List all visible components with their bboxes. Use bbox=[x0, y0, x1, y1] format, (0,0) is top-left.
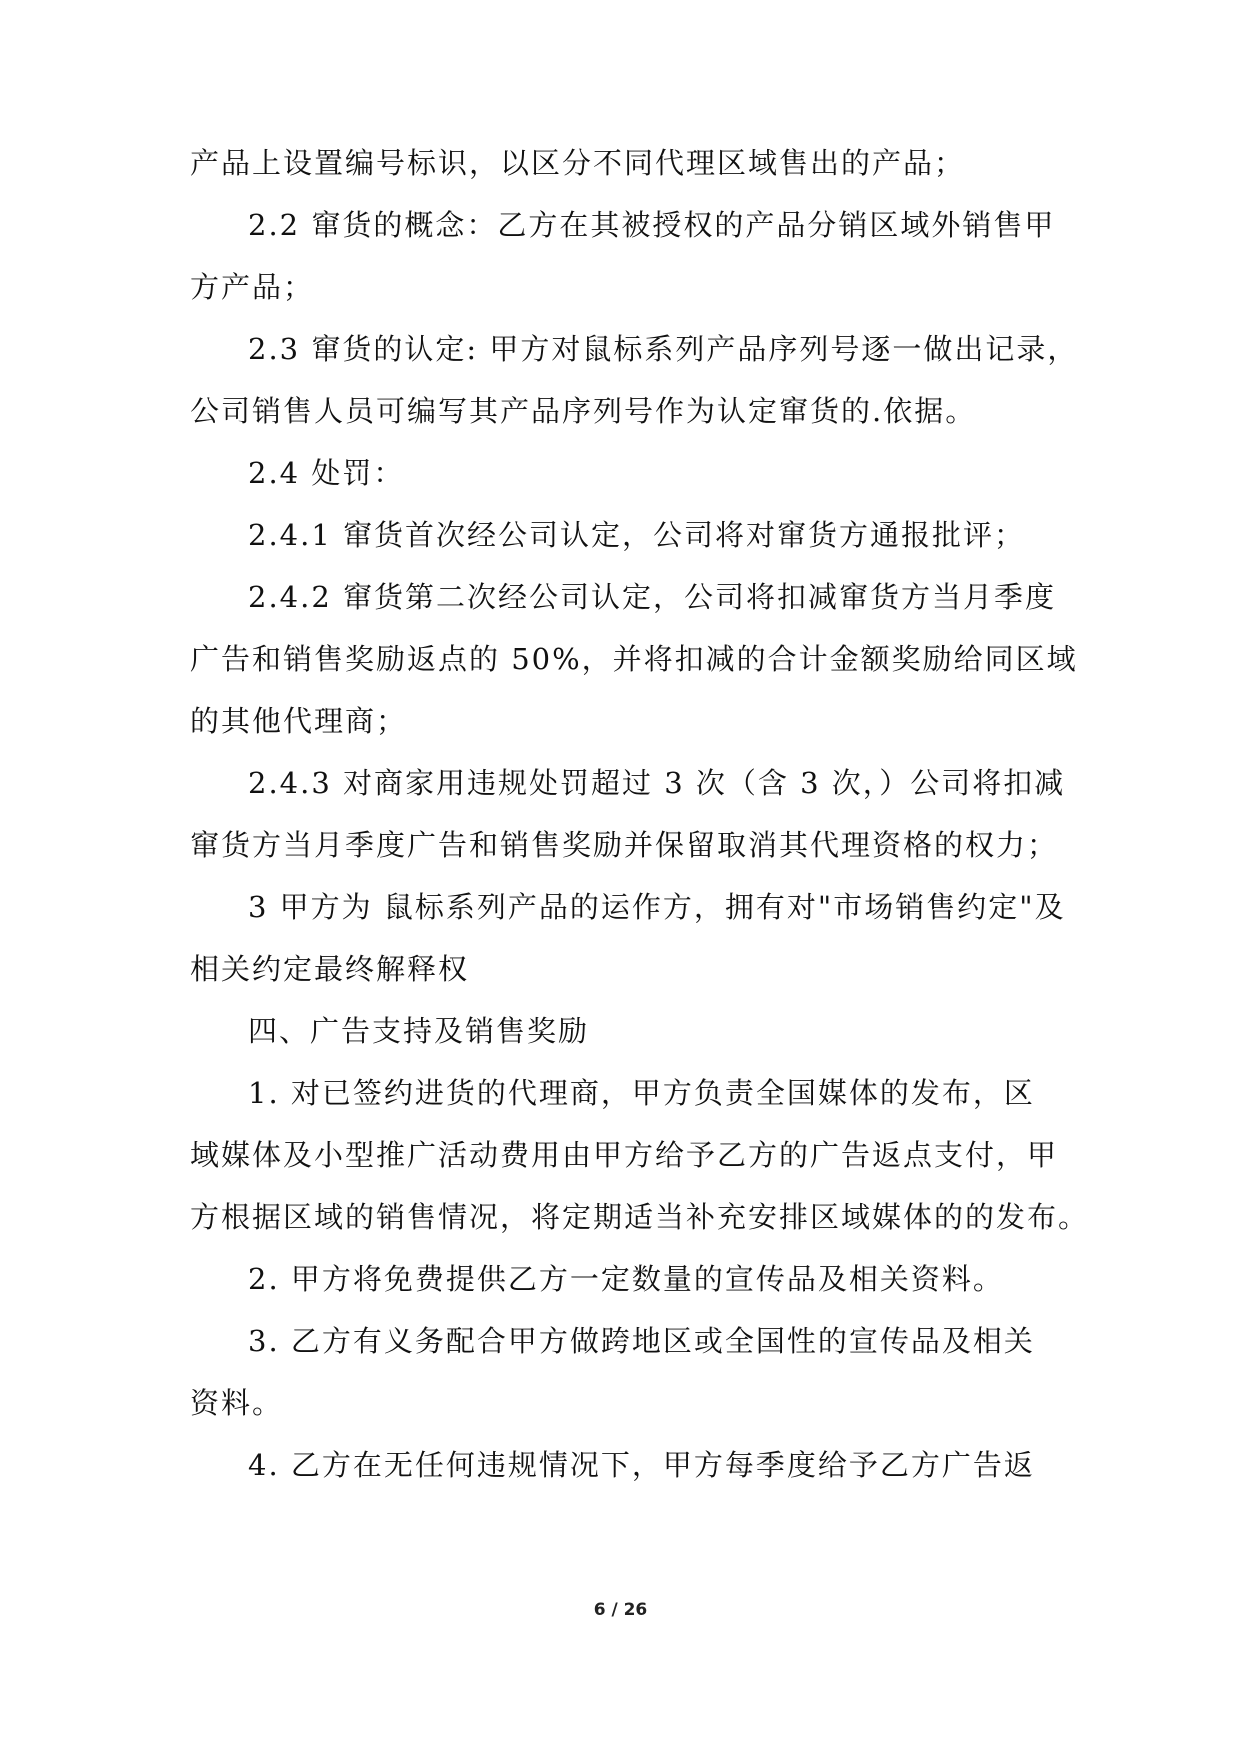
text-line-3: 方产品； bbox=[190, 270, 315, 304]
text-line-18: 方根据区域的销售情况，将定期适当补充安排区域媒体的的发布。 bbox=[190, 1200, 1090, 1234]
section-heading: 四、广告支持及销售奖励 bbox=[248, 1014, 590, 1048]
text-line-12: 窜货方当月季度广告和销售奖励并保留取消其代理资格的权力； bbox=[190, 828, 1059, 862]
text-line-14: 相关约定最终解释权 bbox=[190, 952, 470, 986]
text-line-8: 2.4.2 窜货第二次经公司认定，公司将扣减窜货方当月季度 bbox=[248, 580, 1057, 614]
text-line-22: 4. 乙方在无任何违规情况下，甲方每季度给予乙方广告返 bbox=[248, 1448, 1035, 1482]
text-line-13: 3 甲方为 鼠标系列产品的运作方，拥有对"市场销售约定"及 bbox=[248, 890, 1066, 924]
text-line-17: 域媒体及小型推广活动费用由甲方给予乙方的广告返点支付，甲 bbox=[190, 1138, 1059, 1172]
text-line-19: 2. 甲方将免费提供乙方一定数量的宣传品及相关资料。 bbox=[248, 1262, 1004, 1296]
text-line-10: 的其他代理商； bbox=[190, 704, 408, 738]
text-line-4: 2.3 窜货的认定: 甲方对鼠标系列产品序列号逐一做出记录， bbox=[248, 332, 1079, 366]
page-number: 6 / 26 bbox=[593, 1600, 648, 1620]
text-line-9: 广告和销售奖励返点的 50%，并将扣减的合计金额奖励给同区域 bbox=[190, 642, 1078, 676]
text-line-2: 2.2 窜货的概念：乙方在其被授权的产品分销区域外销售甲 bbox=[248, 208, 1056, 242]
text-line-16: 1. 对已签约进货的代理商，甲方负责全国媒体的发布，区 bbox=[248, 1076, 1035, 1110]
text-line-21: 资料。 bbox=[190, 1386, 284, 1420]
text-line-1: 产品上设置编号标识，以区分不同代理区域售出的产品； bbox=[190, 146, 966, 180]
text-line-5: 公司销售人员可编写其产品序列号作为认定窜货的.依据。 bbox=[190, 394, 977, 428]
text-line-20: 3. 乙方有义务配合甲方做跨地区或全国性的宣传品及相关 bbox=[248, 1324, 1035, 1358]
text-line-6: 2.4 处罚： bbox=[248, 456, 405, 490]
text-line-7: 2.4.1 窜货首次经公司认定，公司将对窜货方通报批评； bbox=[248, 518, 1026, 552]
text-line-11: 2.4.3 对商家用违规处罚超过 3 次（含 3 次，）公司将扣减 bbox=[248, 766, 1066, 800]
